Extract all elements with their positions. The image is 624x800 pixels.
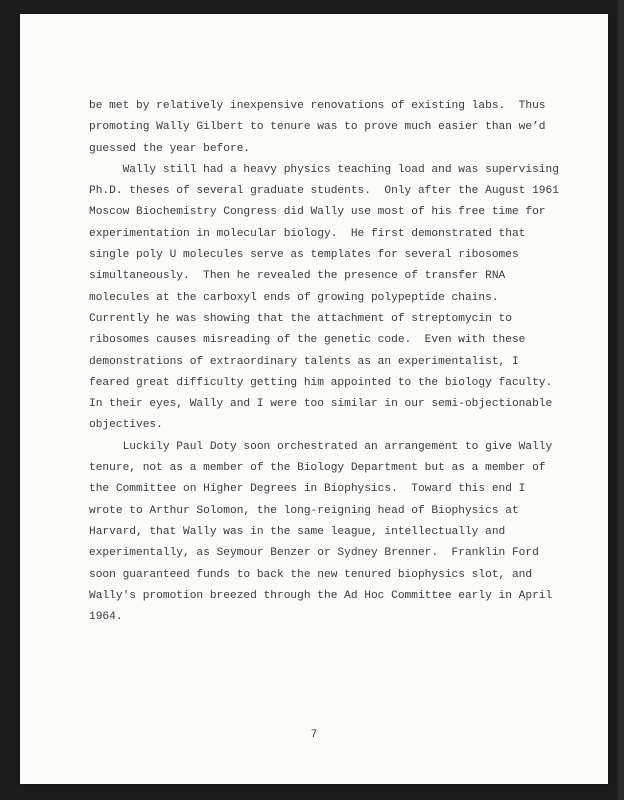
page-number: 7 <box>310 729 318 741</box>
text-line: promoting Wally Gilbert to tenure was to prove much easier than we’d <box>89 121 546 134</box>
body-text <box>89 96 559 628</box>
text-line: molecules at the carboxyl ends of growing polypeptide chains. <box>89 291 499 304</box>
scan-edge <box>618 0 624 800</box>
text-line: soon guaranteed funds to back the new tenured biophysics slot, and <box>89 568 533 581</box>
text-line: Moscow Biochemistry Congress did Wally use most of his free time for <box>89 206 546 219</box>
text-line: tenure, not as a member of the Biology Department but as a member of <box>89 462 546 475</box>
text-line: be met by relatively inexpensive renovations of existing labs. Thus <box>89 100 546 112</box>
text-line: ribosomes causes misreading of the genetic code. Even with these <box>89 334 526 347</box>
text-line: guessed the year before. <box>89 142 251 155</box>
text-line: In their eyes, Wally and I were too similar in our semi-objectionable <box>89 398 553 411</box>
text-line: Currently he was showing that the attachment of streptomycin to <box>89 312 512 325</box>
text-line: the Committee on Higher Degrees in Biophysics. Toward this end I <box>89 483 526 496</box>
text-line: 1964. <box>89 611 123 624</box>
text-line: demonstrations of extraordinary talents as an experimentalist, I <box>89 355 519 368</box>
text-line: experimentally, as Seymour Benzer or Sydney Brenner. Franklin Ford <box>89 547 539 560</box>
document-page <box>20 14 608 784</box>
text-line: Wally's promotion breezed through the Ad Hoc Committee early in April <box>89 589 553 602</box>
text-line: objectives. <box>89 419 163 432</box>
text-line: experimentation in molecular biology. He first demonstrated that <box>89 227 526 240</box>
text-line: Luckily Paul Doty soon orchestrated an arrangement to give Wally <box>89 440 553 453</box>
text-line: single poly U molecules serve as templates for several ribosomes <box>89 249 519 262</box>
text-line: feared great difficulty getting him appointed to the biology faculty. <box>89 376 553 389</box>
text-line: Harvard, that Wally was in the same league, intellectually and <box>89 525 506 538</box>
text-line: simultaneously. Then he revealed the presence of transfer RNA <box>89 270 506 283</box>
text-line: Ph.D. theses of several graduate students. Only after the August 1961 <box>89 185 559 198</box>
text-line: wrote to Arthur Solomon, the long-reigning head of Biophysics at <box>89 504 519 517</box>
text-line: Wally still had a heavy physics teaching load and was supervising <box>89 163 559 176</box>
